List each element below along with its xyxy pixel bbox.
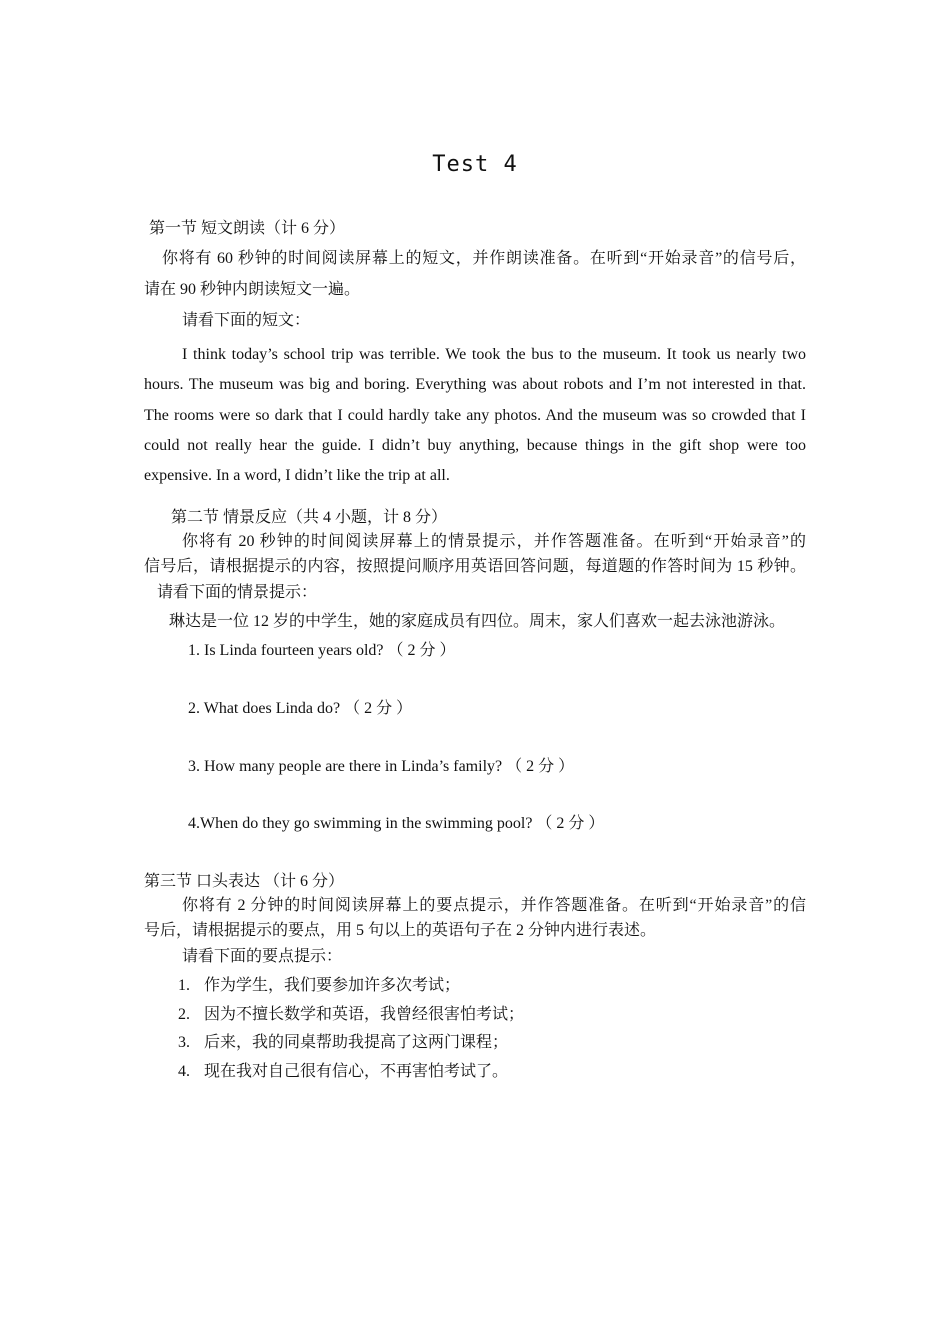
point-text: 作为学生，我们要参加许多次考试； bbox=[204, 977, 461, 994]
section2-instruction-line1: 你将有 20 秒钟的时间阅读屏幕上的情景提示，并作答题准备。在听到“开始录音”的 bbox=[182, 533, 806, 550]
section2-instruction-line2: 信号后，请根据提示的内容，按照提问顺序用英语回答问题，每道题的作答时间为 15 秒钟。 bbox=[144, 558, 806, 575]
section3-prompt: 请看下面的要点提示： bbox=[182, 948, 343, 965]
point-text: 因为不擅长数学和英语，我曾经很害怕考试； bbox=[204, 1006, 525, 1023]
point-text: 后来，我的同桌帮助我提高了这两门课程； bbox=[204, 1034, 509, 1051]
question-item: 3. How many people are there in Linda’s family? （ 2 分 ） bbox=[188, 758, 575, 775]
section2-scenario: 琳达是一位 12 岁的中学生，她的家庭成员有四位。周末，家人们喜欢一起去泳池游泳。 bbox=[169, 613, 786, 630]
section1-heading: 第一节 短文朗读（计 6 分） bbox=[149, 220, 346, 237]
question-item: 1. Is Linda fourteen years old? （ 2 分 ） bbox=[188, 642, 456, 659]
page-title: Test 4 bbox=[432, 152, 518, 177]
section1-prompt: 请看下面的短文： bbox=[182, 312, 311, 329]
section1-instruction-line1: 你将有 60 秒钟的时间阅读屏幕上的短文，并作朗读准备。在听到“开始录音”的信号后， bbox=[162, 250, 806, 267]
point-number: 2. bbox=[178, 1006, 190, 1023]
section1-instruction-line2: 请在 90 秒钟内朗读短文一遍。 bbox=[144, 281, 361, 298]
section2-heading: 第二节 情景反应（共 4 小题，计 8 分） bbox=[171, 509, 448, 526]
point-item bbox=[178, 1005, 524, 1025]
section3-instruction-line1: 你将有 2 分钟的时间阅读屏幕上的要点提示，并作答题准备。在听到“开始录音”的信 bbox=[182, 897, 806, 914]
point-item bbox=[178, 1033, 508, 1053]
section2-prompt: 请看下面的情景提示： bbox=[157, 584, 318, 601]
section3-instruction-line2: 号后，请根据提示的要点，用 5 句以上的英语句子在 2 分钟内进行表述。 bbox=[144, 922, 657, 939]
point-text: 现在我对自己很有信心，不再害怕考试了。 bbox=[204, 1063, 509, 1080]
question-item: 4.When do they go swimming in the swimming pool? （ 2 分 ） bbox=[188, 815, 605, 832]
point-number: 4. bbox=[178, 1063, 190, 1080]
section3-heading: 第三节 口头表达 （计 6 分） bbox=[144, 873, 345, 890]
reading-passage: I think today’s school trip was terrible. We took the bus to the museum. It took us nearly two hours. The museum was big and boring. Everything was about robots and I’m not interested in that. The rooms were so dark that I could hardly take any photos. And the museum was so crowded that I could not really hear the guide. I didn’t buy anything, because things in the gift shop were too expensive. In a word, I didn’t like the trip at all. bbox=[144, 346, 806, 485]
point-number: 3. bbox=[178, 1034, 190, 1051]
point-item bbox=[178, 1062, 508, 1082]
point-item bbox=[178, 976, 460, 996]
question-item: 2. What does Linda do? （ 2 分 ） bbox=[188, 700, 413, 717]
point-number: 1. bbox=[178, 977, 190, 994]
